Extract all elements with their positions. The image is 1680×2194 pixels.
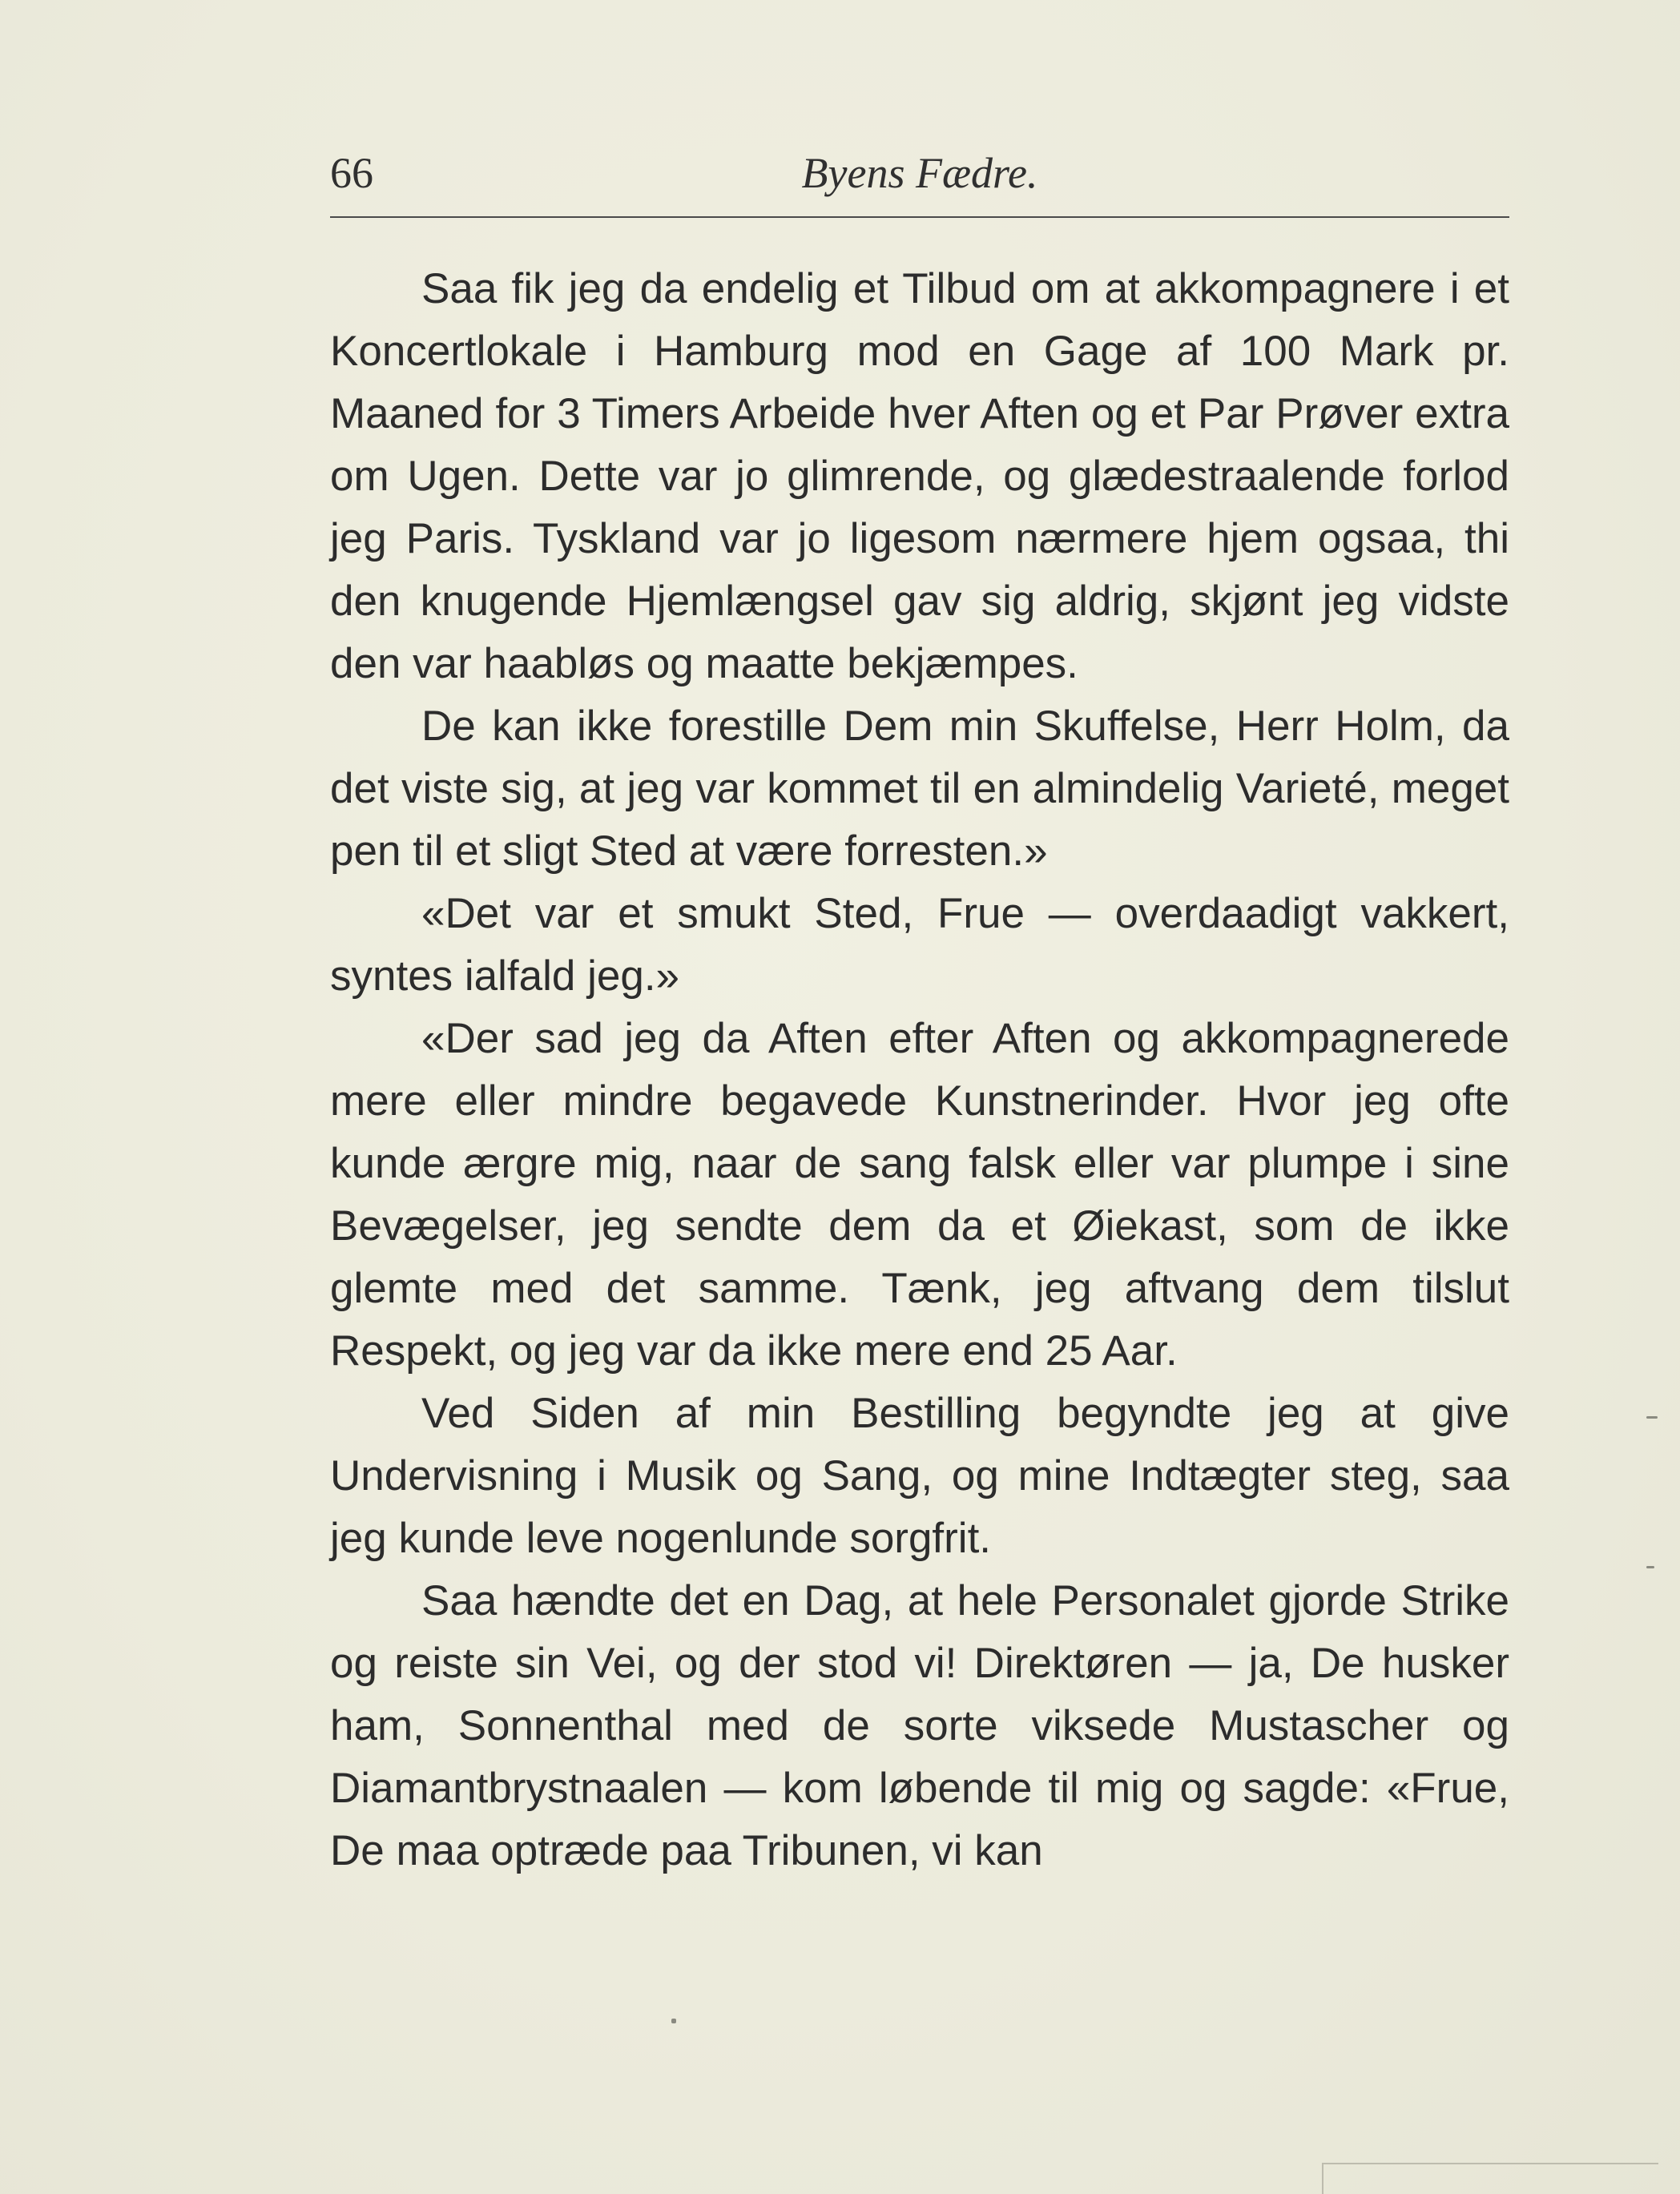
paper-speck (1646, 1416, 1658, 1419)
paragraph: De kan ikke forestille Dem min Skuffelse, Herr Holm, da det viste sig, at jeg var kommet til en almindelig Varieté, meget pen til et sligt Sted at være forresten.» (330, 702, 1509, 875)
paper-speck (671, 2019, 676, 2023)
paragraph: Saa fik jeg da endelig et Tilbud om at akkompagnere i et Koncertlokale i Hamburg mod en Gage af 100 Mark pr. Maaned for 3 Timers Arbeide hver Aften og et Par Prøver extra om Ugen. Dette var jo glimrende, og glædestraalende forlod jeg Paris. Tyskland var jo ligesom nærmere hjem ogsaa, thi den knugende Hjemlængsel gav sig aldrig, skjønt jeg vidste den var haabløs og maatte bekjæmpes. (330, 265, 1509, 687)
page-number: 66 (330, 149, 373, 197)
paper-speck (1646, 1566, 1654, 1568)
paragraph: «Der sad jeg da Aften efter Aften og akkompagnerede mere eller mindre begavede Kunstnerinder. Hvor jeg ofte kunde ærgre mig, naar de sang falsk eller var plumpe i sine Bevægelser, jeg sendte dem da et Øiekast, som de ikke glemte med det samme. Tænk, jeg aftvang dem tilslut Respekt, og jeg var da ikke mere end 25 Aar. (330, 1015, 1509, 1375)
page-corner-line (1322, 2163, 1323, 2194)
running-head (330, 148, 1509, 204)
body-text (330, 258, 1509, 1882)
paragraph: Ved Siden af min Bestilling begyndte jeg at give Undervisning i Musik og Sang, og mine Indtægter steg, saa jeg kunde leve nogenlunde sorgfrit. (330, 1390, 1509, 1562)
paragraph: Saa hændte det en Dag, at hele Personalet gjorde Strike og reiste sin Vei, og der stod vi! Direktøren — ja, De husker ham, Sonnenthal med de sorte viksede Mustascher og Diamantbrystnaalen — kom løbende til mig og sagde: «Frue, De maa optræde paa Tribunen, vi kan (330, 1577, 1509, 1874)
header-rule (330, 216, 1509, 218)
running-title: Byens Fædre. (801, 149, 1038, 197)
page-corner-line (1322, 2163, 1658, 2164)
paragraph: «Det var et smukt Sted, Frue — overdaadigt vakkert, syntes ialfald jeg.» (330, 890, 1509, 1000)
